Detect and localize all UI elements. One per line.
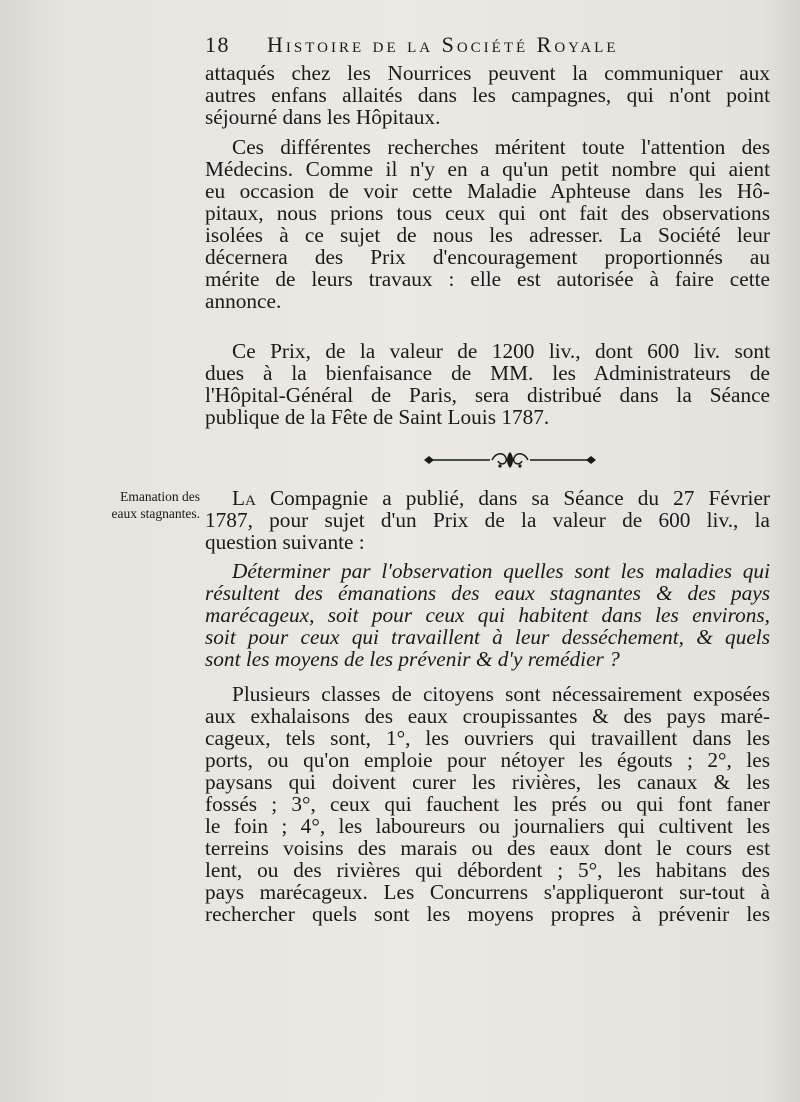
text-line: lent, ou des rivières qui débordent ; 5°, les habitans des (205, 858, 770, 882)
text-line (205, 487, 770, 509)
text-line: ports, ou qu'on emploie pour nétoyer les égouts ; 2°, les (205, 748, 770, 772)
text-line: mérite de leurs travaux : elle est autorisée à faire cette (205, 267, 770, 291)
paragraph-compagnie (205, 487, 770, 553)
bleed-through-note (70, 226, 200, 238)
text-line: Ces différentes recherches méritent toute l'attention des (232, 135, 770, 159)
text-line: attaqués chez les Nourrices peuvent la communiquer aux (205, 61, 770, 85)
text-line: Ce Prix, de la valeur de 1200 liv., dont 600 liv. sont (232, 339, 770, 363)
text-line: terreins voisins des marais ou des eaux dont le cours est (205, 836, 770, 860)
text-line: décernera des Prix d'encouragement proportionnés au (205, 245, 770, 269)
text-line: isolées à ce sujet de nous les adresser. La Société leur (205, 223, 770, 247)
opening-word: La (232, 486, 256, 510)
text-line: marécageux, soit pour ceux qui habitent dans les environs, (205, 603, 770, 627)
text-line: aux exhalaisons des eaux croupissantes & des pays maré- (205, 704, 770, 728)
margin-note-line: Emanation des (120, 489, 200, 504)
text-line: le foin ; 4°, les laboureurs ou journaliers qui cultivent les (205, 814, 770, 838)
text-line: pays marécageux. Les Concurrens s'appliqueront sur-tout à (205, 880, 770, 904)
text-line: Déterminer par l'observation quelles sont les maladies qui (232, 559, 770, 583)
ornament-divider (420, 449, 600, 471)
text-line: sont les moyens de les prévenir & d'y remédier ? (205, 647, 620, 671)
text-line: question suivante : (205, 530, 365, 554)
paragraph-continuation (205, 62, 770, 128)
text-line: résultent des émanations des eaux stagnantes & des pays (205, 581, 770, 605)
text-line: fossés ; 3°, ceux qui fauchent les prés ou qui font faner (205, 792, 770, 816)
text-line: dues à la bienfaisance de MM. les Administrateurs de (205, 361, 770, 385)
prize-question (205, 560, 770, 670)
paragraph-recherches (205, 136, 770, 312)
running-head (205, 30, 775, 60)
text-line: paysans qui doivent curer les rivières, les canaux & les (205, 770, 770, 794)
text-line: 1787, pour sujet d'un Prix de la valeur de 600 liv., la (205, 508, 770, 532)
text-line: annonce. (205, 289, 282, 313)
text-line: pitaux, nous prions tous ceux qui ont fait des observations (205, 201, 770, 225)
running-title: Histoire de la Société Royale (267, 32, 619, 57)
text-line: Plusieurs classes de citoyens sont nécessairement exposées (232, 682, 770, 706)
text-line: Médecins. Comme il n'y en a qu'un petit nombre qui aient (205, 157, 770, 181)
page-number: 18 (205, 32, 230, 57)
text-line: publique de la Fête de Saint Louis 1787. (205, 405, 550, 429)
text-line: soit pour ceux qui travaillent à leur desséchement, & quels (205, 625, 770, 649)
paragraph-citoyens (205, 683, 770, 925)
text-line: séjourné dans les Hôpitaux. (205, 105, 441, 129)
text-line: cageux, tels sont, 1°, les ouvriers qui travaillent dans les (205, 726, 770, 750)
text-line: autres enfans allaités dans les campagnes, qui n'ont point (205, 83, 770, 107)
margin-note (50, 488, 200, 522)
text-line: eu occasion de voir cette Maladie Aphteuse dans les Hô- (205, 179, 770, 203)
text-segment: Compagnie a publié, dans sa Séance du 27 Février (269, 486, 770, 510)
margin-note-line: eaux stagnantes. (111, 506, 200, 521)
text-line: l'Hôpital-Général de Paris, sera distribué dans la Séance (205, 383, 770, 407)
paragraph-prix (205, 340, 770, 428)
text-line: rechercher quels sont les moyens propres à prévenir les (205, 902, 770, 926)
